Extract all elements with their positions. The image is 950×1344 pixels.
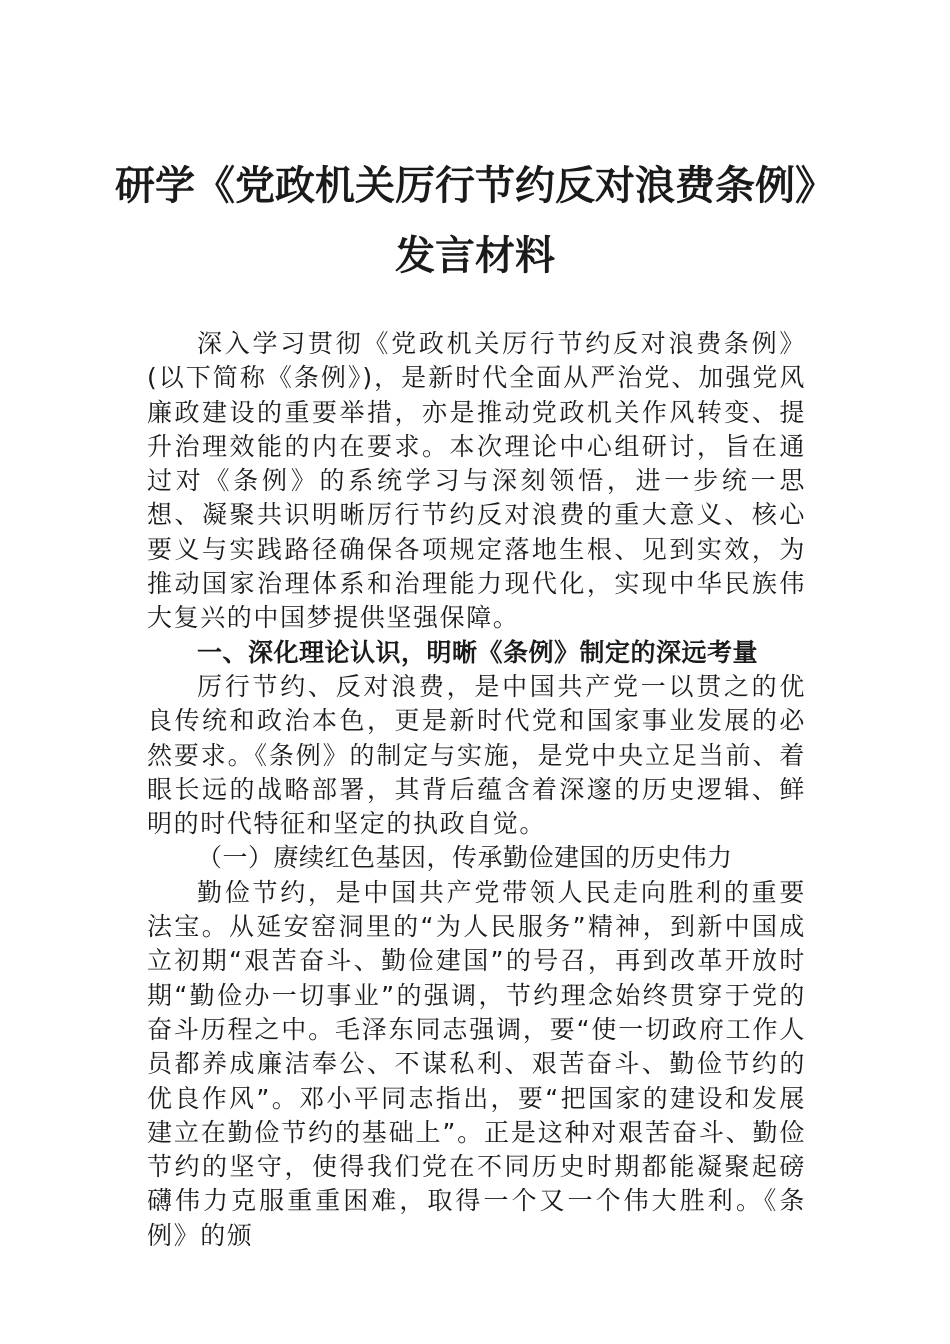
- section-1-paragraph: 厉行节约、反对浪费，是中国共产党一以贯之的优良传统和政治本色，更是新时代党和国家事业发展的必然要求。《条例》的制定与实施，是党中央立足当前、着眼长远的战略部署，其背后蕴含着深邃的历史逻辑、鲜明的时代特征和坚定的执政自觉。: [147, 671, 806, 839]
- subsection-1-paragraph: 勤俭节约，是中国共产党带领人民走向胜利的重要法宝。从延安窑洞里的“为人民服务”精神，到新中国成立初期“艰苦奋斗、勤俭建国”的号召，再到改革开放时期“勤俭办一切事业”的强调，节约理念始终贯穿于党的奋斗历程之中。毛泽东同志强调，要“使一切政府工作人员都养成廉洁奉公、不谋私利、艰苦奋斗、勤俭节约的优良作风”。邓小平同志指出，要“把国家的建设和发展建立在勤俭节约的基础上”。正是这种对艰苦奋斗、勤俭节约的坚守，使得我们党在不同历史时期都能凝聚起磅礴伟力克服重重困难，取得一个又一个伟大胜利。《条例》的颁: [147, 877, 806, 1250]
- document-title-line-2: 发言材料: [395, 232, 555, 279]
- document-body: [147, 327, 806, 1253]
- intro-paragraph: 深入学习贯彻《党政机关厉行节约反对浪费条例》(以下简称《条例》)，是新时代全面从严治党、加强党风廉政建设的重要举措，亦是推动党政机关作风转变、提升治理效能的内在要求。本次理论中心组研讨，旨在通过对《条例》的系统学习与深刻领悟，进一步统一思想、凝聚共识明晰厉行节约反对浪费的重大意义、核心要义与实践路径确保各项规定落地生根、见到实效，为推动国家治理体系和治理能力现代化，实现中华民族伟大复兴的中国梦提供坚强保障。: [147, 329, 806, 633]
- document-title-line-1: 研学《党政机关厉行节约反对浪费条例》: [115, 162, 835, 209]
- subsection-1-heading: （一）赓续红色基因，传承勤俭建国的历史伟力: [197, 843, 733, 873]
- section-1-heading: 一、深化理论认识，明晰《条例》制定的深远考量: [197, 637, 759, 667]
